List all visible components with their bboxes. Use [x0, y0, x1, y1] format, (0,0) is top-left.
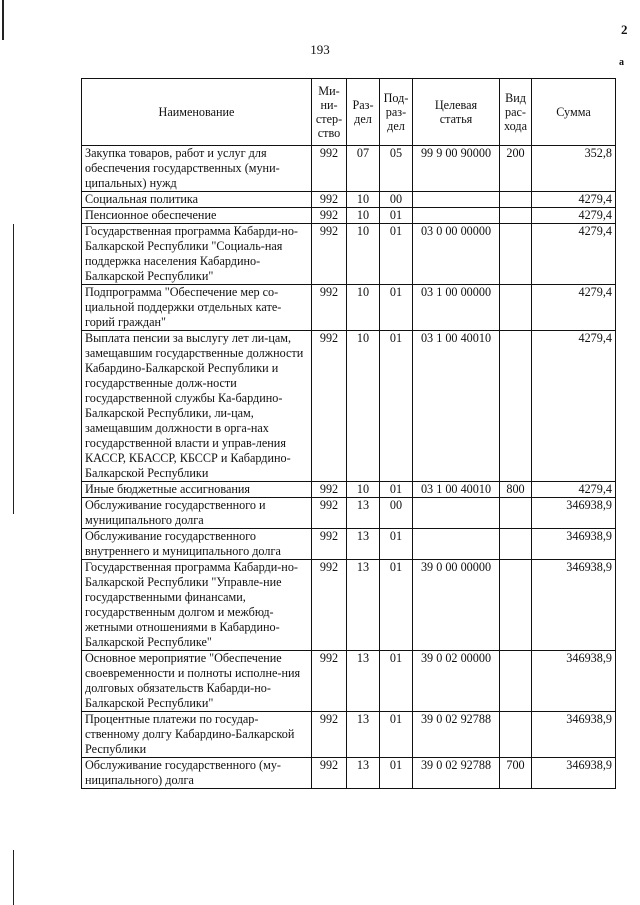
table-row — [82, 651, 616, 712]
cell-name: Подпрограмма "Обеспечение мер со-циальной поддержки отдельных кате-горий граждан" — [82, 285, 312, 331]
cell-target: 39 0 02 00000 — [413, 651, 500, 712]
cell-expense: 700 — [500, 758, 532, 789]
cell-name: Пенсионное обеспечение — [82, 208, 312, 224]
cell-section: 10 — [347, 192, 380, 208]
cell-section: 13 — [347, 712, 380, 758]
cell-expense — [500, 651, 532, 712]
cell-target: 03 1 00 40010 — [413, 331, 500, 482]
cell-name: Государственная программа Кабарди-но-Балкарской Республики "Управле-ние государственными финансами, государственным долгом и межбюд-жетными отношениями в Кабардино-Балкарской Республике" — [82, 560, 312, 651]
cell-amount: 346938,9 — [532, 651, 616, 712]
cell-amount: 4279,4 — [532, 285, 616, 331]
cell-name: Обслуживание государственного (му-ниципального) долга — [82, 758, 312, 789]
table-body — [82, 146, 616, 789]
cell-amount: 346938,9 — [532, 529, 616, 560]
cell-amount: 346938,9 — [532, 560, 616, 651]
table-header-row — [82, 79, 616, 146]
cell-subsection: 01 — [380, 560, 413, 651]
cell-section: 13 — [347, 529, 380, 560]
table-row — [82, 712, 616, 758]
cell-expense: 800 — [500, 482, 532, 498]
cell-target — [413, 208, 500, 224]
cell-amount: 4279,4 — [532, 224, 616, 285]
cell-subsection: 00 — [380, 498, 413, 529]
budget-table — [81, 78, 616, 789]
cell-section: 13 — [347, 758, 380, 789]
table-row — [82, 224, 616, 285]
cell-ministry: 992 — [312, 651, 347, 712]
cell-subsection: 01 — [380, 285, 413, 331]
cell-expense — [500, 285, 532, 331]
cell-expense — [500, 529, 532, 560]
corner-mark-bottom: a — [619, 57, 624, 68]
cell-subsection: 01 — [380, 482, 413, 498]
cell-subsection: 00 — [380, 192, 413, 208]
cell-ministry: 992 — [312, 758, 347, 789]
header-amount: Сумма — [532, 79, 616, 146]
cell-ministry: 992 — [312, 192, 347, 208]
table-row — [82, 482, 616, 498]
cell-name: Процентные платежи по государ-ственному долгу Кабардино-Балкарской Республики — [82, 712, 312, 758]
cell-expense — [500, 224, 532, 285]
cell-expense: 200 — [500, 146, 532, 192]
table-row — [82, 192, 616, 208]
cell-ministry: 992 — [312, 224, 347, 285]
left-margin-line-mid — [13, 224, 14, 514]
cell-subsection: 01 — [380, 331, 413, 482]
cell-target: 03 0 00 00000 — [413, 224, 500, 285]
corner-mark-top: 2 — [621, 22, 628, 37]
cell-ministry: 992 — [312, 208, 347, 224]
cell-target — [413, 192, 500, 208]
table-row — [82, 285, 616, 331]
cell-section: 10 — [347, 224, 380, 285]
cell-ministry: 992 — [312, 529, 347, 560]
cell-subsection: 01 — [380, 208, 413, 224]
header-subsection: Под- раз- дел — [380, 79, 413, 146]
cell-expense — [500, 498, 532, 529]
cell-expense — [500, 331, 532, 482]
cell-target: 39 0 02 92788 — [413, 758, 500, 789]
cell-section: 13 — [347, 560, 380, 651]
cell-amount: 4279,4 — [532, 192, 616, 208]
cell-amount: 4279,4 — [532, 331, 616, 482]
cell-ministry: 992 — [312, 498, 347, 529]
cell-name: Обслуживание государственного внутреннего и муниципального долга — [82, 529, 312, 560]
cell-section: 07 — [347, 146, 380, 192]
table-row — [82, 208, 616, 224]
header-ministry: Ми- ни- стер- ство — [312, 79, 347, 146]
cell-section: 10 — [347, 285, 380, 331]
header-target: Целевая статья — [413, 79, 500, 146]
cell-name: Обслуживание государственного и муниципального долга — [82, 498, 312, 529]
cell-expense — [500, 712, 532, 758]
header-expense: Вид рас- хода — [500, 79, 532, 146]
table-row — [82, 758, 616, 789]
table-row — [82, 529, 616, 560]
cell-expense — [500, 192, 532, 208]
cell-subsection: 05 — [380, 146, 413, 192]
cell-subsection: 01 — [380, 529, 413, 560]
cell-subsection: 01 — [380, 758, 413, 789]
cell-expense — [500, 560, 532, 651]
cell-subsection: 01 — [380, 651, 413, 712]
table-row — [82, 146, 616, 192]
cell-section: 10 — [347, 331, 380, 482]
left-margin-line-bottom — [13, 850, 14, 905]
cell-ministry: 992 — [312, 331, 347, 482]
cell-target: 03 1 00 00000 — [413, 285, 500, 331]
cell-amount: 346938,9 — [532, 712, 616, 758]
cell-amount: 4279,4 — [532, 208, 616, 224]
cell-target: 99 9 00 90000 — [413, 146, 500, 192]
cell-subsection: 01 — [380, 712, 413, 758]
cell-name: Социальная политика — [82, 192, 312, 208]
cell-amount: 352,8 — [532, 146, 616, 192]
cell-expense — [500, 208, 532, 224]
table-row — [82, 560, 616, 651]
cell-name: Основное мероприятие "Обеспечение своевременности и полноты исполне-ния долговых обязательств Кабарди-но-Балкарской Республики" — [82, 651, 312, 712]
header-name: Наименование — [82, 79, 312, 146]
cell-target — [413, 529, 500, 560]
cell-name: Выплата пенсии за выслугу лет ли-цам, замещавшим государственные должности Кабардино-Балкарской Республики и государственные долж-ности государственной службы Ка-бардино-Балкарской Республики, ли-цам, замещавшим должности в орга-нах государственной власти и управ-ления КАССР, КБАССР, КБССР и Кабардино-Балкарской Республики — [82, 331, 312, 482]
cell-ministry: 992 — [312, 146, 347, 192]
cell-name: Государственная программа Кабарди-но-Балкарской Республики "Социаль-ная поддержка населения Кабардино-Балкарской Республики" — [82, 224, 312, 285]
cell-subsection: 01 — [380, 224, 413, 285]
left-margin-line-top — [2, 0, 4, 40]
cell-target — [413, 498, 500, 529]
table-row — [82, 331, 616, 482]
cell-name: Иные бюджетные ассигнования — [82, 482, 312, 498]
cell-section: 10 — [347, 208, 380, 224]
cell-name: Закупка товаров, работ и услуг для обеспечения государственных (муни-ципальных) нужд — [82, 146, 312, 192]
cell-amount: 346938,9 — [532, 498, 616, 529]
cell-section: 10 — [347, 482, 380, 498]
cell-ministry: 992 — [312, 482, 347, 498]
cell-amount: 4279,4 — [532, 482, 616, 498]
cell-target: 03 1 00 40010 — [413, 482, 500, 498]
cell-amount: 346938,9 — [532, 758, 616, 789]
cell-section: 13 — [347, 498, 380, 529]
cell-ministry: 992 — [312, 560, 347, 651]
table-row — [82, 498, 616, 529]
cell-target: 39 0 00 00000 — [413, 560, 500, 651]
page-number: 193 — [310, 42, 330, 57]
cell-section: 13 — [347, 651, 380, 712]
cell-target: 39 0 02 92788 — [413, 712, 500, 758]
cell-ministry: 992 — [312, 712, 347, 758]
cell-ministry: 992 — [312, 285, 347, 331]
header-section: Раз- дел — [347, 79, 380, 146]
